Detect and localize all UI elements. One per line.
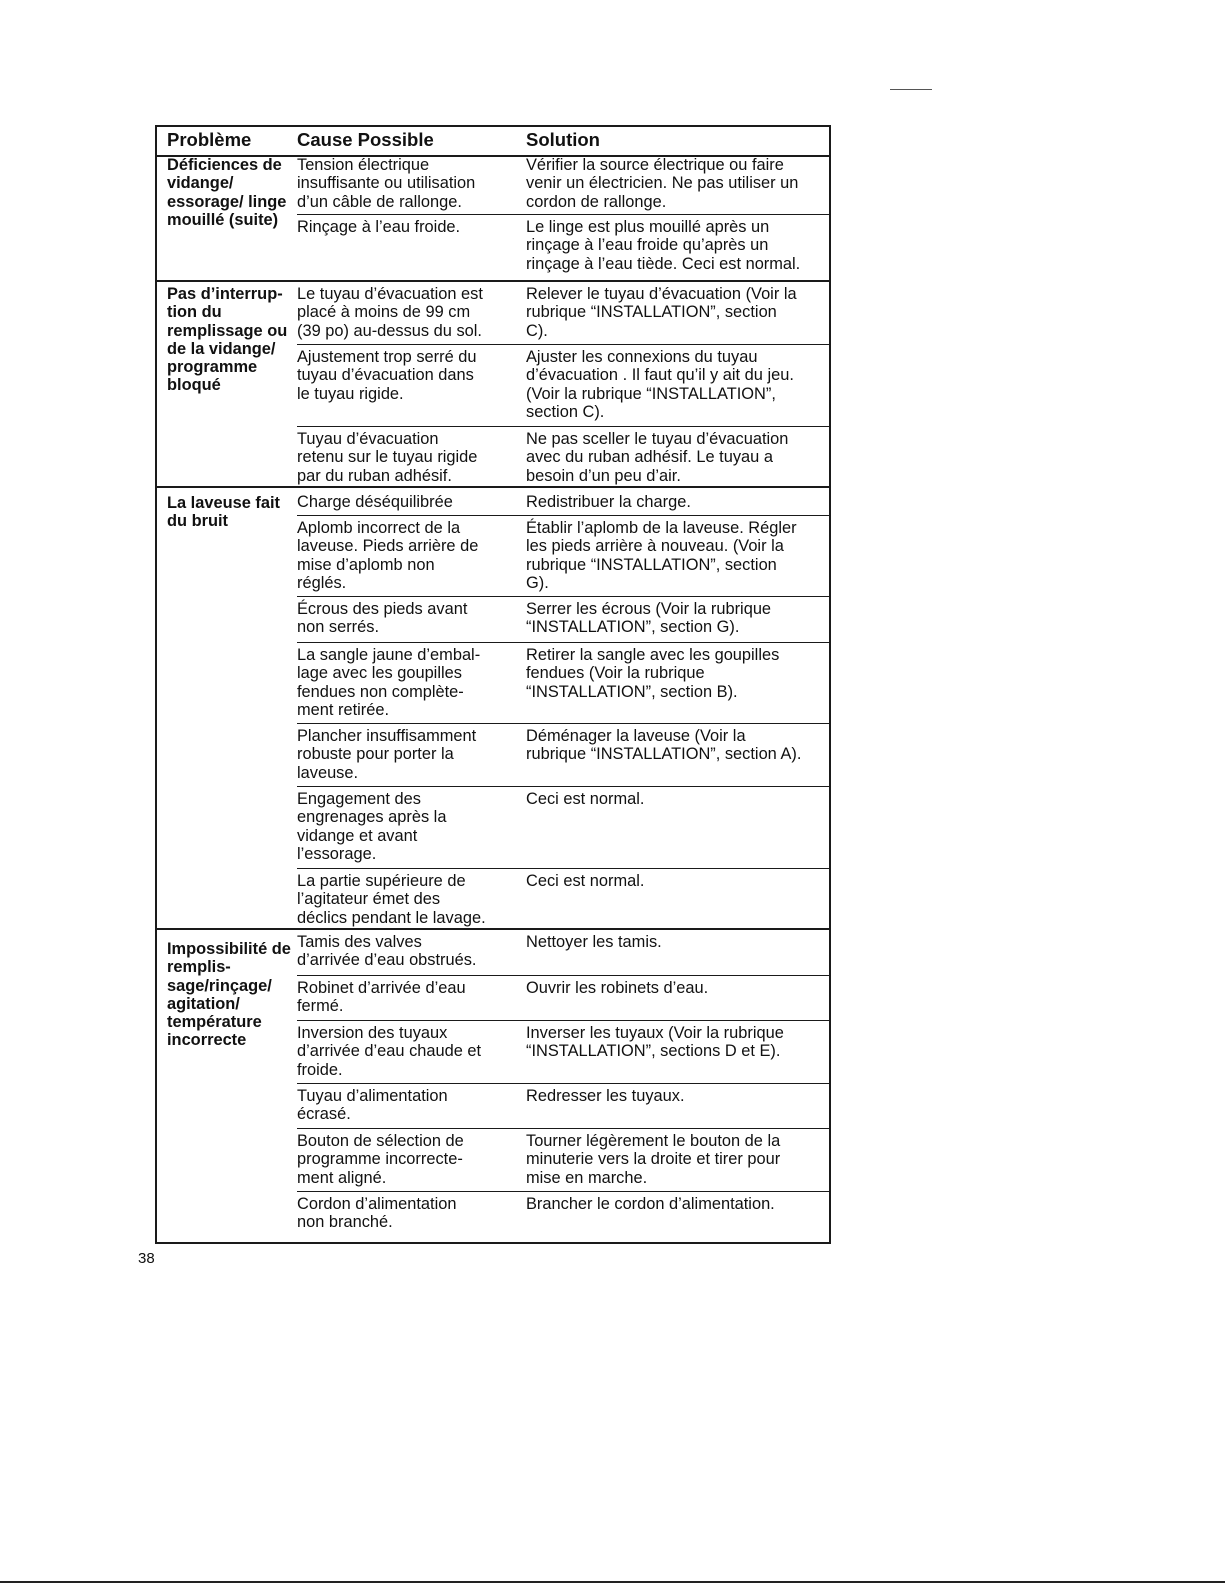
solution-cell: Retirer la sangle avec les goupilles fendues (Voir la rubrique “INSTALLATION”, section B).	[526, 646, 780, 701]
table-row	[297, 868, 829, 931]
page-number: 38	[138, 1250, 155, 1267]
footer-rule	[0, 1581, 1225, 1583]
solution-cell: Déménager la laveuse (Voir la rubrique “INSTALLATION”, section A).	[526, 727, 802, 764]
table-row	[297, 1128, 829, 1192]
cause-cell: La partie supérieure de l’agitateur émet des déclics pendant le lavage.	[297, 872, 486, 927]
solution-cell: Tourner légèrement le bouton de la minuterie vers la droite et tirer pour mise en marche.	[526, 1132, 781, 1187]
problem-group-fill-drain	[157, 280, 829, 488]
cause-cell: La sangle jaune d’embal- lage avec les goupilles fendues non complète- ment retirée.	[297, 646, 481, 719]
solution-cell: Serrer les écrous (Voir la rubrique “INSTALLATION”, section G).	[526, 600, 772, 637]
troubleshooting-table	[155, 125, 831, 1244]
cause-cell: Écrous des pieds avant non serrés.	[297, 600, 468, 637]
problem-label: Impossibilité de remplis- sage/rinçage/ agitation/ température incorrecte	[167, 940, 291, 1050]
header-problem: Problème	[167, 129, 252, 150]
solution-cell: Le linge est plus mouillé après un rinçage à l’eau froide qu’après un rinçage à l’eau tiède. Ceci est normal.	[526, 218, 801, 273]
table-row	[297, 975, 829, 1021]
table-row	[297, 426, 829, 489]
table-row	[297, 515, 829, 597]
problem-group-fill-temperature	[157, 928, 829, 1244]
table-row	[297, 723, 829, 787]
solution-cell: Ceci est normal.	[526, 872, 645, 890]
cause-cell: Inversion des tuyaux d’arrivée d’eau chaude et froide.	[297, 1024, 482, 1079]
table-header-row	[157, 127, 829, 157]
table-row	[297, 1020, 829, 1084]
solution-cell: Ouvrir les robinets d’eau.	[526, 979, 709, 997]
problem-group-noise	[157, 486, 829, 930]
solution-cell: Vérifier la source électrique ou faire venir un électricien. Ne pas utiliser un cordon de rallonge.	[526, 156, 799, 211]
solution-cell: Établir l’aplomb de la laveuse. Régler les pieds arrière à nouveau. (Voir la rubrique “INSTALLATION”, section G).	[526, 519, 797, 592]
cause-cell: Plancher insuffisamment robuste pour porter la laveuse.	[297, 727, 477, 782]
solution-cell: Brancher le cordon d’alimentation.	[526, 1195, 775, 1213]
table-row	[297, 214, 829, 280]
cause-cell: Tuyau d’évacuation retenu sur le tuyau rigide par du ruban adhésif.	[297, 430, 478, 485]
solution-cell: Ceci est normal.	[526, 790, 645, 808]
cause-cell: Tension électrique insuffisante ou utilisation d’un câble de rallonge.	[297, 156, 476, 211]
cause-cell: Robinet d’arrivée d’eau fermé.	[297, 979, 466, 1016]
table-row	[297, 1191, 829, 1245]
table-row	[297, 344, 829, 427]
problem-label: Pas d’interrup- tion du remplissage ou de la vidange/ programme bloqué	[167, 285, 288, 395]
solution-cell: Ajuster les connexions du tuyau d’évacuation . Il faut qu’il y ait du jeu. (Voir la rubrique “INSTALLATION”, section C).	[526, 348, 794, 421]
cause-cell: Cordon d’alimentation non branché.	[297, 1195, 457, 1232]
table-row	[297, 155, 829, 214]
solution-cell: Ne pas sceller le tuyau d’évacuation avec du ruban adhésif. Le tuyau a besoin d’un peu d’air.	[526, 430, 789, 485]
solution-cell: Inverser les tuyaux (Voir la rubrique “INSTALLATION”, sections D et E).	[526, 1024, 784, 1061]
header-solution: Solution	[526, 129, 600, 150]
table-row	[297, 488, 829, 515]
problem-label: La laveuse fait du bruit	[167, 494, 280, 531]
cause-cell: Tuyau d’alimentation écrasé.	[297, 1087, 448, 1124]
problem-group-drain-spin	[157, 155, 829, 280]
cause-cell: Engagement des engrenages après la vidange et avant l’essorage.	[297, 790, 447, 863]
table-row	[297, 642, 829, 724]
header-cause: Cause Possible	[297, 129, 434, 150]
cause-cell: Le tuyau d’évacuation est placé à moins de 99 cm (39 po) au-dessus du sol.	[297, 285, 483, 340]
cause-cell: Bouton de sélection de programme incorrecte- ment aligné.	[297, 1132, 464, 1187]
header-rule	[890, 89, 932, 90]
table-row	[297, 596, 829, 643]
solution-cell: Redresser les tuyaux.	[526, 1087, 685, 1105]
table-row	[297, 282, 829, 344]
table-row	[297, 786, 829, 869]
cause-cell: Charge déséquilibrée	[297, 493, 453, 511]
cause-cell: Ajustement trop serré du tuyau d’évacuation dans le tuyau rigide.	[297, 348, 477, 403]
cause-cell: Rinçage à l’eau froide.	[297, 218, 461, 236]
problem-label: Déficiences de vidange/ essorage/ linge mouillé (suite)	[167, 156, 287, 229]
solution-cell: Nettoyer les tamis.	[526, 933, 662, 951]
table-row	[297, 930, 829, 975]
cause-cell: Aplomb incorrect de la laveuse. Pieds arrière de mise d’aplomb non réglés.	[297, 519, 479, 592]
solution-cell: Relever le tuyau d’évacuation (Voir la rubrique “INSTALLATION”, section C).	[526, 285, 797, 340]
solution-cell: Redistribuer la charge.	[526, 493, 691, 511]
table-row	[297, 1083, 829, 1129]
cause-cell: Tamis des valves d’arrivée d’eau obstrués.	[297, 933, 477, 970]
